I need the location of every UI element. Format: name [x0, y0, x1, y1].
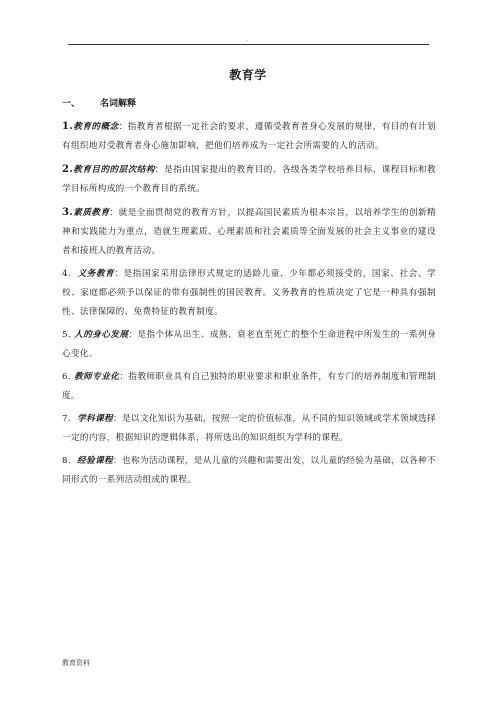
- definition-item: [62, 203, 436, 261]
- term-definition: ：指教师职业具有自己独特的职业要求和职业条件，有专门的培养制度和管理制度。: [62, 372, 436, 401]
- term-definition: ：也称为活动课程，是从儿童的兴趣和需要出发，以儿童的经验为基础，以各种不同形式的一系列活动组成的课程。: [62, 456, 436, 485]
- item-number: 1.: [62, 121, 74, 132]
- term-definition: ：是指由国家提出的教育目的、各级各类学校培养目标、课程目标和教学目标所构成的一个教育目的系统。: [62, 165, 436, 194]
- header-rule: [68, 44, 429, 45]
- item-number: 4.: [62, 269, 71, 279]
- header-mark: .: [246, 36, 248, 43]
- term-definition: ：是以文化知识为基础，按照一定的价值标准，从不同的知识领域或学术领域选择一定的内容，根据知识的逻辑体系，将所选出的知识组织为学科的课程。: [62, 414, 436, 443]
- definition-item: [62, 368, 436, 406]
- definition-item: [62, 326, 436, 364]
- term-name: 经验课程: [77, 456, 114, 466]
- term-name: 教育的概念: [73, 122, 119, 132]
- term-definition: ：就是全面贯彻党的教育方针，以提高国民素质为根本宗旨，以培养学生的创新精神和实践能力为重点，造就生理素质、心理素质和社会素质等全面发展的社会主义事业的建设者和接班人的教育活动。: [62, 208, 436, 256]
- term-definition: ：是指国家采用法律形式规定的适龄儿童、少年都必须接受的，国家、社会、学校、家庭都必须予以保证的带有强制性的国民教育。义务教育的性质决定了它是一种具有强制性、法律保障的、免费特征的教育制度。: [62, 269, 436, 317]
- definition-item: [62, 265, 436, 322]
- definition-item: [62, 117, 436, 156]
- term-name: 教育目的的层次结构: [73, 165, 155, 175]
- term-name: 教师专业化: [74, 372, 120, 382]
- term-name: 人的身心发展: [74, 330, 129, 340]
- term-name: 素质教育: [73, 208, 110, 218]
- item-number: 6.: [62, 372, 71, 382]
- item-number: 5.: [62, 330, 71, 340]
- section-label: 名词解释: [100, 99, 137, 109]
- item-number: 7.: [62, 414, 71, 424]
- term-definition: ：是指个体从出生、成熟、衰老直至死亡的整个生命进程中所发生的一系列身心变化。: [62, 330, 437, 359]
- document-title: 教育学: [229, 68, 267, 82]
- definitions-list: [62, 117, 436, 494]
- item-number: 2.: [62, 164, 74, 175]
- definition-item: [62, 452, 436, 490]
- item-number: 3.: [62, 207, 74, 218]
- item-number: 8.: [62, 456, 71, 466]
- footer-label: 教育资料: [62, 659, 90, 667]
- definition-item: [62, 410, 436, 448]
- section-number: 一、: [62, 99, 81, 109]
- term-name: 学科课程: [77, 414, 114, 424]
- term-definition: ：指教育者根据一定社会的要求，遵循受教育者身心发展的规律，有目的有计划有组织地对受教育者身心施加影响，把他们培养成为一定社会所需要的人的活动。: [62, 122, 436, 151]
- term-name: 义务教育: [77, 269, 115, 279]
- definition-item: [62, 160, 436, 199]
- section-heading: [62, 96, 136, 109]
